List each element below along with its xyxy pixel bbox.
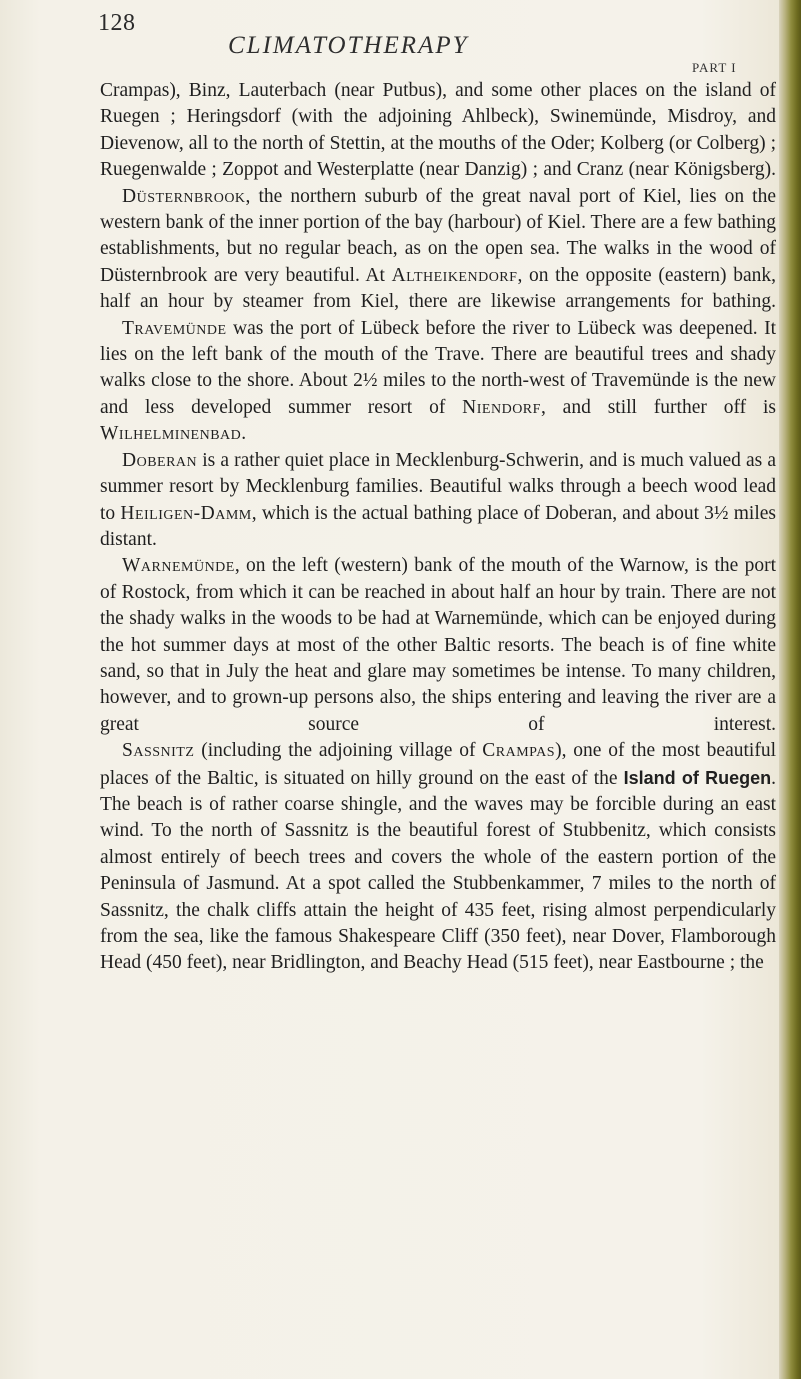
place-name: Niendorf [462,396,541,418]
place-name: Wilhelminenbad [100,423,242,445]
place-name: Heiligen-Damm [120,502,252,524]
page-edge [779,0,801,1379]
place-name: Travemünde [122,317,227,339]
paragraph [100,78,776,184]
text-segment: , on the left (western) bank of the mouth of the Warnow, is the port of Rostock, from which it can be reached in about half an hour by train. There are not the shady walks in the woods to be had at Warnemünde, which can be enjoyed during the hot summer days at most of the other Baltic resorts. The beach is of fine white sand, so that in July the heat and glare may sometimes be intense. To many children, however, and to grown-up persons also, the ships entering and leaving the river are a great source of interest. [100,555,776,735]
text-segment: , on the opposite (eastern) bank, half an hour by steamer from Kiel, there are likewise arrangements for bathing. [100,264,776,313]
place-name: Düsternbrook [122,185,246,207]
place-name: Warnemünde [122,555,235,577]
paragraph [100,738,776,977]
paragraph [100,184,776,316]
text-segment: ), one of the most beautiful places of the Baltic, is situated on hilly ground on the east of the [100,740,776,789]
paragraph [100,553,776,738]
text-segment: , and still further off is [540,396,776,418]
place-name: Altheikendorf [391,264,518,286]
text-segment: Crampas), Binz, Lauterbach (near Putbus), and some other places on the island of Ruegen ; Heringsdorf (with the adjoining Ahlbeck), Swinemünde, Misdroy, and Dievenow, all to the north of Stettin, at the mouths of the Oder; Kolberg (or Colberg) ; Ruegenwalde ; Zoppot and Westerplatte (near Danzig) ; and Cranz (near Königsberg). [100,80,776,181]
page-number: 128 [98,10,136,36]
text-segment: . [241,423,247,445]
paragraph [100,448,776,554]
part-label: PART I [692,60,737,75]
place-name: Doberan [122,449,198,471]
text-segment: , the northern suburb of the great naval port of Kiel, lies on the western bank of the inner portion of the bay (harbour) of Kiel. There are a few bathing establishments, but no regular beach, as on the open sea. The walks in the wood of Düsternbrook are very beautiful. At [100,185,776,286]
place-name: Sassnitz [122,740,195,762]
text-segment: was the port of Lübeck before the river to Lübeck was deepened. It lies on the left bank of the mouth of the Trave. There are beautiful trees and shady walks close to the shore. About 2½ miles to the north-west of Travemünde is the new and less developed summer resort of [100,317,776,418]
paragraph [100,316,776,448]
body-text [100,78,776,977]
text-segment: (including the adjoining village of [194,740,483,762]
running-head: CLIMATOTHERAPY [228,32,469,59]
text-segment: , which is the actual bathing place of Doberan, and about 3½ miles distant. [100,502,777,550]
page-header [0,6,780,76]
text-segment: is a rather quiet place in Mecklenburg-Schwerin, and is much valued as a summer resort by Mecklenburg families. Beautiful walks through a beech wood lead to [100,449,776,524]
place-name: Crampas [482,740,556,762]
text-segment: . The beach is of rather coarse shingle, and the waves may be forcible during an east wind. To the north of Sassnitz is the beautiful forest of Stubbenitz, which consists almost entirely of beech trees and covers the whole of the eastern portion of the Peninsula of Jasmund. At a spot called the Stubbenkammer, 7 miles to the north of Sassnitz, the chalk cliffs attain the height of 435 feet, rising almost perpendicularly from the sea, like the famous Shakespeare Cliff (350 feet), near Dover, Flamborough Head (450 feet), near Bridlington, and Beachy Head (515 feet), near Eastbourne ; the [100,767,776,974]
bold-term: Island of Ruegen [623,767,772,788]
